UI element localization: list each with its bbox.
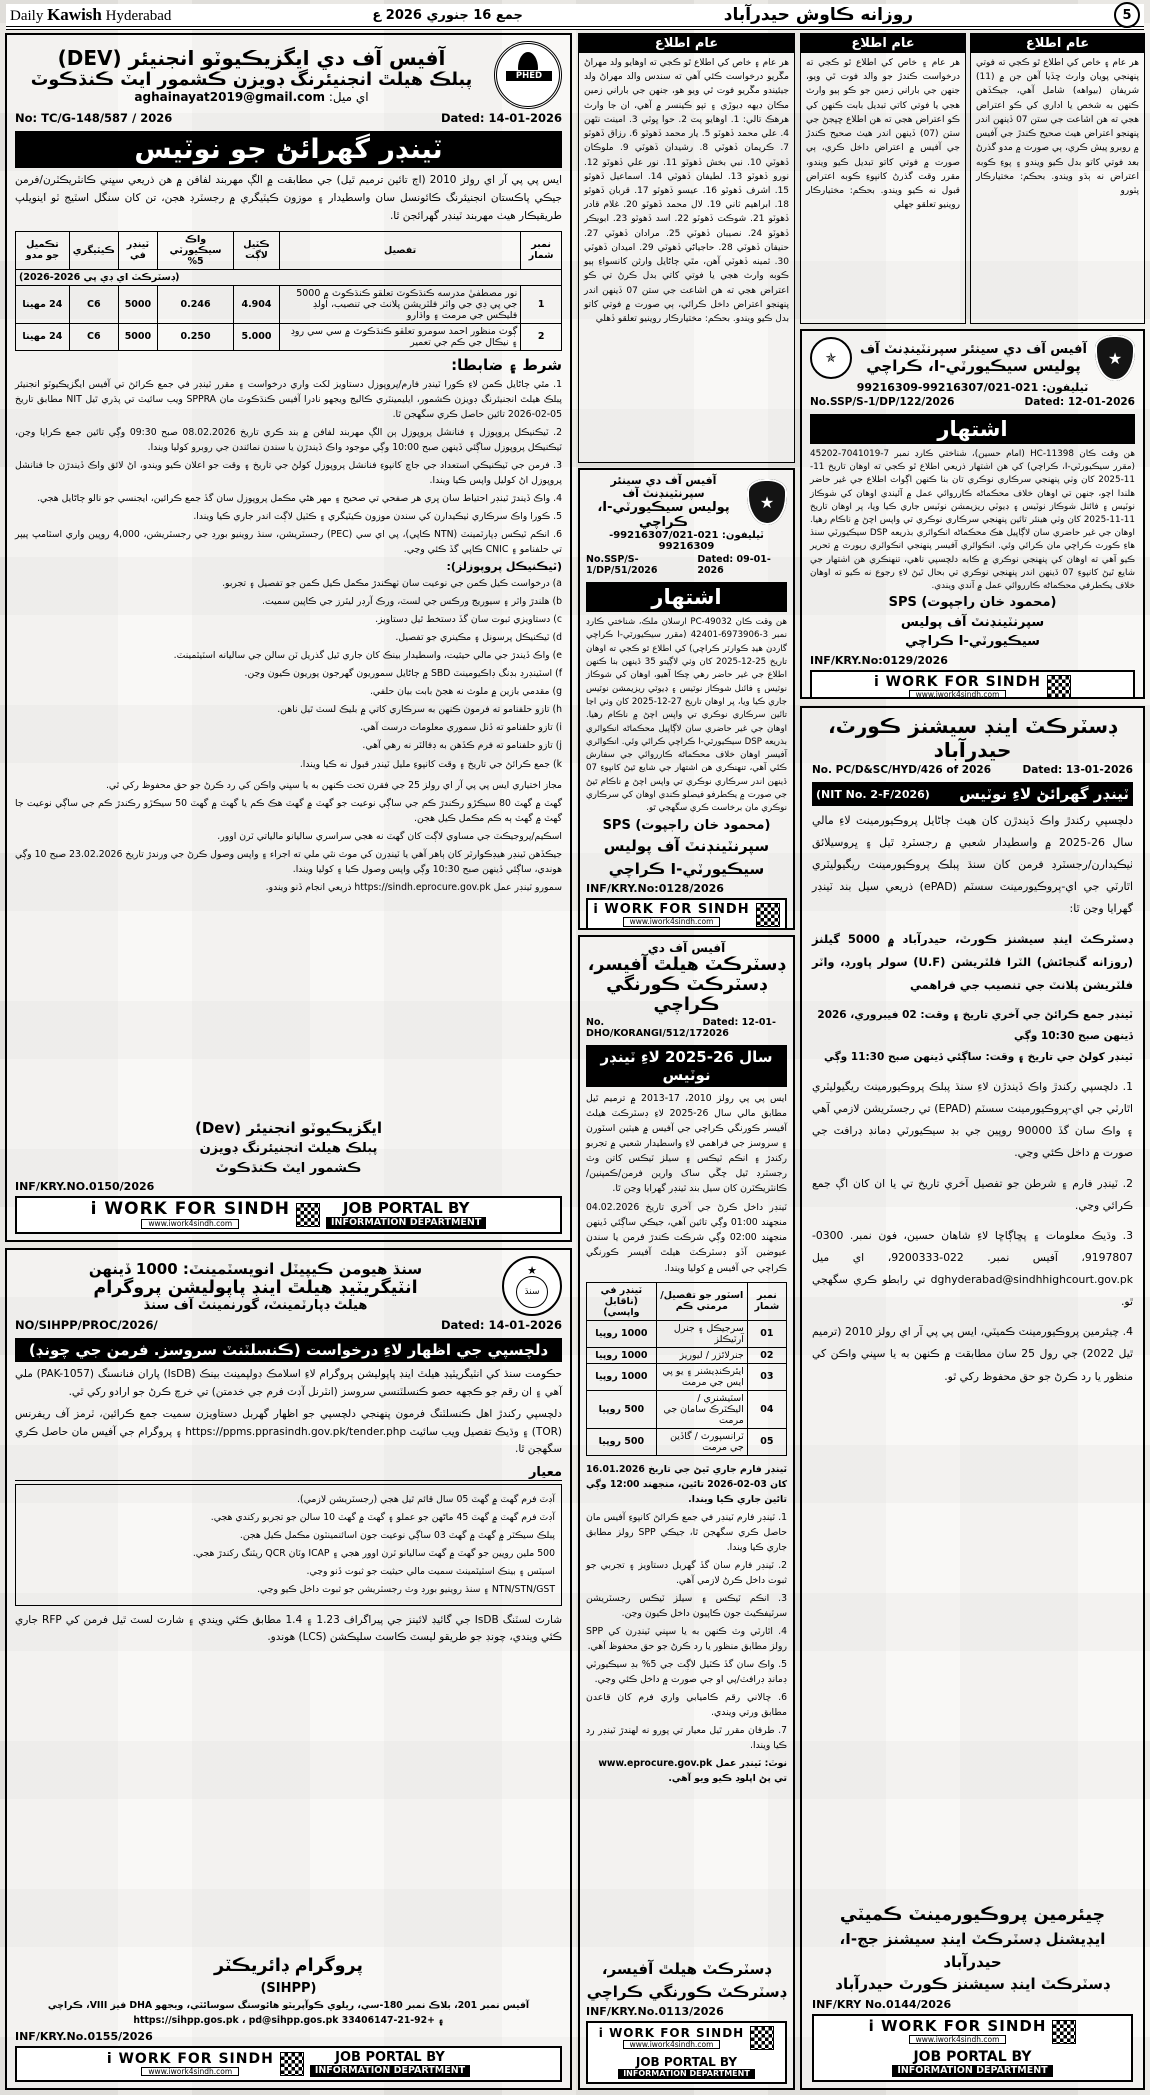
sihpp-dated: Dated: 14-01-2026 bbox=[441, 1318, 562, 1332]
brand-sindhi: روزانه ڪاوش حيدرآباد bbox=[723, 5, 914, 25]
list-item: b) هلندڙ واٽر ۽ سيوريج ورڪس جي لسٽ، ورڪ آرڊر ليٽرز جي ڪاپين سميت. bbox=[262, 596, 562, 608]
list-item: 6. انڪم ٽيڪس ڊپارٽمينٽ (NTN ڪاپي)، پي اي سي (PEC) رجسٽريشن، سنڌ روينيو بورڊ جي رجسٽريشن، 4,000 روپين واري اسٽامپ پيپر تي حلفنامو ۽ CNIC ڪاپي گڏ ڪئي وڃي. bbox=[15, 528, 563, 555]
phed-terms-list bbox=[15, 374, 562, 561]
sihpp-title-line1: سنڌ هيومن ڪيپيٽل انويسٽمينٽ: 1000 ڏينهن bbox=[88, 1259, 423, 1278]
police-dated: Dated: 09-01-2026 bbox=[697, 554, 771, 576]
information-department-label: INFORMATION DEPARTMENT bbox=[618, 2069, 755, 2079]
dho-table-header-cell: اسٽور جو تفصيل/مرمتي ڪم bbox=[656, 1282, 747, 1320]
phed-table-header-cell: تفصيل bbox=[279, 231, 520, 269]
work-for-sindh-url: www.iwork4sindh.com bbox=[623, 917, 721, 927]
email-value: aghainayat2019@gmail.com bbox=[134, 90, 326, 104]
list-item: 7. طرفان مقرر ٿيل معيار تي پورو نه لهندڙ ٽينڊر رد ڪيا ويندا. bbox=[586, 1725, 787, 1752]
job-portal-label: JOB PORTAL BY bbox=[913, 2049, 1032, 2066]
work-for-sindh-label: i WORK FOR SINDH bbox=[593, 902, 750, 918]
list-item: سمورو ٽينڊر عمل https://sindh.eprocure.gov.pk ذريعي انجام ڏنو ويندو. bbox=[265, 881, 562, 893]
police-signer-title: سپرنٽينڊنٽ آف پوليس bbox=[900, 614, 1045, 630]
phed-ref-no: No: TC/G-148/587 / 2026 bbox=[15, 111, 173, 125]
list-item: 4. واڪ ڏيندڙ ٽينڊر احتياط سان ڀري هر صفحي تي صحيح ۽ مهر هڻي مڪمل پروپوزل سان گڏ جمع ڪرائين، ايجنسي جو نالو ڄاڻايل هجي. bbox=[37, 492, 562, 504]
court-signer-judge: ايڊيشنل ڊسٽرڪٽ اينڊ سيشنز جج-I، حيدرآباد bbox=[839, 1930, 1106, 1971]
police-banner: اشتهار bbox=[810, 414, 1135, 444]
dho-table-header-cell: نمبر شمار bbox=[747, 1282, 786, 1320]
work-for-sindh-label: i WORK FOR SINDH bbox=[90, 1199, 290, 1220]
court-signer-title: چيئرمين پروڪيورمينٽ ڪميٽي bbox=[839, 1905, 1106, 1926]
court-signer-court: ڊسٽرڪٽ اينڊ سيشنز ڪورٽ حيدرآباد bbox=[835, 1975, 1110, 1994]
list-item: اسڪيم/پروجيڪٽ جي مساوي لاڳت کان گهٽ نه هجي سراسري ساليانو مالياتي ٽرن اوور. bbox=[217, 830, 562, 842]
court-title-line2: حيدرآباد bbox=[933, 738, 1012, 762]
phed-table-header-cell: تڪميل جو مدو bbox=[16, 231, 70, 269]
list-item: i) تازو حلفنامو ته ڏنل سموري معلومات درست آهي. bbox=[360, 722, 562, 734]
brand-city: Hyderabad bbox=[105, 8, 172, 24]
email-label: اي ميل: bbox=[328, 90, 369, 104]
list-item: NTN/STN/GST ۽ سنڌ روينيو بورڊ وٽ رجسٽريشن جو ثبوت داخل ڪيو وڃي. bbox=[257, 1584, 555, 1596]
classified-column-a bbox=[578, 33, 795, 463]
sihpp-signer-title: پروگرام ڊائريڪٽر bbox=[214, 1955, 363, 1976]
police-phone: ٽيليفون: 021-99216307/021-99216309 bbox=[609, 530, 764, 552]
list-item: 4. اٿارٽي وٽ ڪنهن به يا سڀني ٽينڊرن کي SPP رولز مطابق منظور يا رد ڪرڻ جو حق محفوظ آهي. bbox=[586, 1626, 787, 1653]
court-banner bbox=[812, 782, 1133, 806]
court-banner-title: ٽينڊر گهرائڻ لاءِ نوٽيس bbox=[959, 785, 1129, 803]
work-for-sindh-url: www.iwork4sindh.com bbox=[141, 1219, 239, 1229]
sihpp-paragraph-3: شارٽ لسٽنگ IsDB جي گائيڊ لائينز جي پيراگراف 1.23 ۽ 1.4 مطابق ڪئي ويندي ۽ شارٽ لسٽ ٿيل فرمن کي RFP جاري ڪئي ويندي، چونڊ جو طريقو ليسٽ ڪاسٽ سليڪشن (LCS) هوندو. bbox=[15, 1613, 563, 1644]
classified-header: عام اطلاع bbox=[579, 34, 794, 53]
job-portal-label: JOB PORTAL BY bbox=[342, 1199, 470, 1218]
list-item: 4. چيئرمين پروڪيورمينٽ ڪميٽي، ايس پي پي آر اي رولز 2010 (ترميم ٿيل 2022) جي رول 25 سان مطابقت ۾ ڪنهن به يا سڀني واڪن کي منظور يا رد ڪرڻ جو حق محفوظ رکي ٿو. bbox=[812, 1325, 1133, 1383]
police-title-line1: آفيس آف دي سينئر سپرنٽينڊنٽ آف bbox=[860, 341, 1087, 357]
classified-column-c bbox=[970, 33, 1145, 324]
qr-code-icon bbox=[1047, 675, 1071, 699]
phed-table-section-row bbox=[16, 269, 562, 285]
dho-table bbox=[586, 1282, 787, 1456]
phed-banner: ٽينڊر گهرائڻ جو نوٽيس bbox=[15, 131, 562, 168]
phed-table-header-cell: ڪيٽيگري bbox=[69, 231, 118, 269]
work-for-sindh-label: i WORK FOR SINDH bbox=[598, 2025, 745, 2040]
list-item: 3. فرمن جي ٽيڪنيڪي استعداد جي جاچ کانپوءِ فنانشل پروپوزل کولڻ جي تاريخ ۽ وقت جو اعلان ڪيو ويندو، اڻ لائق واڪ ڏيندڙن جا فنانشل پروپوزل اڻ کوليل واپس ڪيا ويندا. bbox=[15, 459, 562, 486]
phed-signature-title: ايگزيڪيوٽو انجنيئر (Dev) bbox=[195, 1118, 382, 1137]
police-signer-name: (محمود خان راجپوت) SPS bbox=[888, 595, 1057, 611]
dho-title-line2: ڊسٽرڪٽ هيلٿ آفيسر، bbox=[587, 955, 786, 975]
court-nit-no: (NIT No. 2-F/2026) bbox=[816, 787, 930, 801]
police-signer-unit: سيڪيورٽي-I ڪراچي bbox=[608, 859, 765, 878]
police-inf-no: INF/KRY.No:0128/2026 bbox=[586, 882, 724, 896]
sihpp-contact: https://sihpp.gos.pk ، pd@sihpp.gos.pk ۽ +92-21-33406147 bbox=[133, 2015, 444, 2027]
list-item: اسيٽس ۽ بينڪ اسٽيٽمينٽ سميت مالي حيثيت جو ثبوت ڏنو وڃي. bbox=[306, 1566, 555, 1578]
police-phone: ٽيليفون: 021-99216307/021-99216309 bbox=[856, 381, 1089, 394]
court-title-line1: ڊسٽرڪٽ اينڊ سيشنز ڪورٽ، bbox=[828, 714, 1117, 738]
list-item: آڊٽ فرم گهٽ ۾ گهٽ 05 سال قائم ٿيل هجي (رجسٽريشن لازمي). bbox=[297, 1494, 555, 1506]
job-portal-banner bbox=[810, 670, 1135, 699]
list-item: جيڪڏهن ٽينڊر هيڊڪوارٽر کان ٻاهر آهي يا ٽينڊرن کي موٽ نٿي ملي ته اجراء ۽ واپس وصول ڪرڻ جي ورندڙ تاريخ 23.02.2026 صبح 10 وڳي هوندي، ساڳئي ڏينهن صبح 10:30 وڳي واپس وصول ڪيا ۽ کوليا ويندا. bbox=[15, 848, 562, 875]
table-row: 03 ايئرڪنڊيشنر ۽ يو پي ايس جي مرمت 1000 روپيا bbox=[587, 1363, 787, 1390]
list-item: j) تازو حلفنامو ته فرم ڪڏهن به ڊفالٽر نه رهي آهي. bbox=[362, 740, 562, 752]
police-signer-title: سپرنٽينڊنٽ آف پوليس bbox=[603, 837, 770, 856]
information-department-label: INFORMATION DEPARTMENT bbox=[310, 2065, 470, 2077]
sihpp-ref-no: NO/SIHPP/PROC/2026/ bbox=[15, 1318, 158, 1332]
information-department-label: INFORMATION DEPARTMENT bbox=[326, 1217, 486, 1229]
sihpp-title-line2: انٽيگريٽيڊ هيلٿ اينڊ پاپوليشن پروگرام bbox=[93, 1277, 418, 1298]
proud-to-serve-stamp-icon: ✯ bbox=[810, 337, 852, 379]
list-item: c) دستاويزي ثبوت سان گڏ دستخط ٿيل دستاويز. bbox=[375, 614, 562, 626]
court-dated: Dated: 13-01-2026 bbox=[1022, 764, 1133, 776]
table-row: 2 ڳوٺ منظور احمد سومرو تعلقو ڪنڌڪوٽ ۾ سي سي روڊ ۽ نيڪال جي ڪم جي تعمير 5.000 0.250 5000 C6 24 مهينا bbox=[16, 323, 562, 350]
court-ref-no: No. PC/D&SC/HYD/426 of 2026 bbox=[812, 764, 992, 776]
police-badge-icon: ★ bbox=[747, 479, 787, 525]
phed-table-header-row bbox=[16, 231, 562, 269]
work-for-sindh-label: i WORK FOR SINDH bbox=[874, 673, 1041, 690]
police-title-line1: آفيس آف دي سينئر سپرنٽينڊنٽ آف bbox=[610, 474, 717, 500]
dho-title-line1: آفيس آف دي bbox=[647, 941, 726, 955]
list-item: 3. وڌيڪ معلومات ۽ پڇاڳاڇا لاءِ شاهان حسين، فون نمبر. 0300-9197807، آفيس نمبر. 022-9200333، اي ميل dghyderabad@sindhhighcourt.gov.pk تي رابطو ڪري سگهجي ٿو. bbox=[812, 1228, 1133, 1309]
police-body: هن وقت ڪان PC-49032 ارسلان ملڪ، شناختي ڪارڊ نمبر 3-6973906-42401 (مقرر سيڪيورٽي-I ڪراچي گاردن هيڊ ڪوارٽر ڪراچي) کي اطلاع ٿو ڪجي ته اوهان تاريخ 25-12-2025 کان وٺي لاڳيتو 35 ڏينهن بنا ڪنهن اطلاع جي غير حاضر رهي چڪا آهيو، اوهان کي شوڪاز نوٽيس ۽ فائنل شوڪاز نوٽيس ۽ ڊيوٽي ريزيمشن نوٽيس جاري ڪيا ويا، پر اوهان تاريخ 27-12-2025 کان وٺي اڃا تائين سرڪاري نوڪري تي واپس اچڻ ۾ ناڪام رهيا. اوهان جي غير حاضري سان لاڳاپيل محڪماڻه انڪوائري بذريعه DSP سيڪيورٽي-I ڪراچي ڪرائي وئي. انڪوائري آفيسر اوهان خلاف محڪماڻه ڪارروائي جي سفارش ڪئي آهي، تنهنڪري هن اشتهار جي شايع ٿيڻ کانپوءِ 07 ڏينهن اندر سرڪاري نوڪري تي واپس اچڻ ۾ ناڪام ٿيڻ جي صورت ۾ يڪطرفو فيصلو ڪندي اوهان کي سرڪاري نوڪري مان برخاست ڪري سگهجي ٿو. bbox=[586, 617, 787, 814]
job-portal-banner bbox=[586, 2021, 787, 2084]
classified-text: هر عام ۽ خاص کي اطلاع ٿو ڪجي ته اوهايو ولد مهراڻ مڱريو درخواست ڪئي آهي ته سندس والد مهراڻ ولد جيئيندو مڱريو فوت ٿي ويو هو، جنهن جي باراني زمين مڪان ڊيهه ڊيوڙي ۽ تپو ڪينسر ۾ آهي، ان جا وارث هرهڪ تالي: 1. اوهايو پٽ 2. حوا ڀوٽي 3. امينت نٿهن 4. علي محمد ڏهوٽو 5. يار محمد ڏهوٽو 6. رزاق ڏهوٽو 7. ڪريمان ڏهوٽي 8. رشيدان ڏهوٽي 9. ملوڪان ڏهوٽي 10. نبي بخش ڏهوٽو 11. نور علي ڏهوٽو 12. نورو ڏهوٽو 13. لطيفان ڏهوٽي 14. اسماعيل ڏهوٽو 15. اشرف ڏهوٽو 16. عيسو ڏهوٽو 17. قربان ڏهوٽو 18. ابراهيم ثاني 19. لال محمد ڏهوٽو 20. غلام قادر ڏهوٽو 21. شوڪت ڏهوٽو 22. اسد ڏهوٽو 23. ابوبڪر ڏهوٽو 24. نصيبان ڏهوٽي 25. مرادان ڏهوٽي 27. حنيفان ڏهوٽي 28. حاجياڻي ڏهوٽي 29. اميدان ڏهوٽي 30. ثمينه ڏهوٽي آهن، مٿي ڄاڻايل وارثن کانسواءِ ٻيو ڪوبه وارث هجي يا فوتي کاتي بدل ڪرڻ تي ڪو اعتراض هجي ته هن اشاعت جي ستن 07 ڏينهن اندر پنهنجو اعتراض داخل ڪرائي، ٻي صورت ۾ فوتي کاتو بدل ڪيو ويندو. بحڪم: مختيارڪار روينيو تعلقو ڏهلي bbox=[584, 58, 790, 324]
court-deadline-open: ٽينڊر کولڻ جي تاريخ ۽ وقت: ساڳئي ڏينهن صبح 11:30 وڳي bbox=[823, 1051, 1133, 1063]
table-row: 02 جنرلائزر / ليوريز 1000 روپيا bbox=[587, 1347, 787, 1363]
classified-text: هر عام ۽ خاص کي اطلاع ٿو ڪجي ته درخواست ڪندڙ جو والد فوت ٿي ويو، جنهن جي باراني زمين جو ڪو ٻيو وارث هجي يا فوتي کاتي تبديل بابت ڪنهن کي ڪو اعتراض هجي ته هن اطلاع ڇپجڻ جي ستن (07) ڏينهن اندر هيٺ صحيح ڪندڙ جي آفيس ۾ اعتراض داخل ڪري، ٻي صورت ۾ فوتي کاتو تبديل ڪيو ويندو، مقرر وقت گذرڻ کانپوءِ ڪوبه اعتراض قبول نه ڪيو ويندو. بحڪم: مختيارڪار روينيو تعلقو جهلي bbox=[806, 58, 961, 211]
phed-email-line bbox=[15, 90, 488, 104]
dho-banner: سال 26-2025 لاءِ ٽينڊر نوٽيس bbox=[586, 1045, 787, 1087]
table-row: 01 سرجيڪل ۽ جنرل آرٽيڪلز 1000 روپيا bbox=[587, 1320, 787, 1347]
list-item: 500 ملين روپين جو گهٽ ۾ گهٽ ساليانو ٽرن اوور هجي ۽ ICAP وٽان QCR ريٽنگ رکندڙ هجي. bbox=[192, 1548, 555, 1560]
phed-title: آفيس آف دي ايگزيڪيوٽو انجنيئر (DEV) bbox=[57, 46, 446, 70]
sihpp-program-ad bbox=[5, 1248, 572, 2090]
police-security-ad-2 bbox=[800, 329, 1145, 699]
table-row: 1 نور مصطفيٰ مدرسه ڪنڌڪوٽ تعلقو ڪنڌڪوٽ ۾ 5000 جي پي ڊي جي واٽر فلٽريشن پلانٽ جي تنصيب، اولڊ فليڪس جي مرمت ۽ واڌارو 4.904 0.246 5000 C6 24 مهينا bbox=[16, 285, 562, 323]
list-item: گهٽ ۾ گهٽ 80 سيڪڙو رڪندڙ ڪم جي ساڳي نوعيت جو گهٽ ۾ گهٽ هڪ ڪم يا گهٽ ۾ گهٽ 50 سيڪڙو رڪندڙ ڪم جي ساڳي نوعيت جا گهٽ ۾ گهٽ ٻه ڪم مڪمل ڪيل هجن. bbox=[15, 797, 562, 824]
court-deadline-submit: ٽينڊر جمع ڪرائڻ جي آخري تاريخ ۽ وقت: 02 فيبروري، 2026 ڏينهن صبح 10:30 وڳي bbox=[817, 1009, 1133, 1042]
police-dated: Dated: 12-01-2026 bbox=[1024, 396, 1135, 408]
list-item: k) جمع ڪرائڻ جي تاريخ ۽ وقت کانپوءِ مليل ٽينڊر قبول نه ڪيا ويندا. bbox=[299, 758, 562, 770]
work-for-sindh-url: www.iwork4sindh.com bbox=[909, 690, 1007, 699]
dho-table-body bbox=[587, 1320, 787, 1455]
list-item: 2. ٽينڊر فارم ۽ شرطن جو تفصيل آخري تاريخ تي يا ان کان اڳ جمع ڪرائي وڃي. bbox=[812, 1176, 1133, 1212]
list-item: 6. چالاني رقم ڪاميابي واري فرم کان قاعدن مطابق ورتي ويندي. bbox=[586, 1692, 787, 1719]
phed-signature-location: ڪشمور ايٽ ڪنڌڪوٽ bbox=[215, 1160, 362, 1176]
list-item: 1. مٿي ڄاڻايل ڪمن لاءِ ڪورا ٽينڊر فارم/پروپوزل دستاويز لکت واري درخواست ۽ مقرر ٽينڊر في جمع ڪرائڻ تي آفيس ايگزيڪيوٽو انجنيئر پبلڪ هيلٿ انجنيئرنگ ڊويزن ڪشمور، ايليمينٽري ڪاليج ويجهو نادرا آفيس ڪنڌڪوٽ مان SPPRA ويب سائيٽ تي پڌري ٿيل NIT مطابق تاريخ 05-02-2026 تائين حاصل ڪري سگهجن ٿا. bbox=[15, 378, 562, 420]
work-for-sindh-label: i WORK FOR SINDH bbox=[868, 2016, 1047, 2035]
sihpp-criteria-list bbox=[15, 1484, 562, 1605]
classified-text: هر عام ۽ خاص کي اطلاع ٿو ڪجي ته فوتي پنهنجي پويان وارث ڇڏيا آهن جن ۾ (11) شريفان (بيواهه) شامل آهي، جيڪڏهن ڪنهن به شخص يا اداري کي ڪو اعتراض هجي ته هن اشاعت جي ستن 07 ڏينهن اندر پنهنجو اعتراض هيٺ صحيح ڪندڙ جي آفيس ۾ روبرو پيش ڪري، ٻي صورت ۾ مدو گذرڻ بعد فوتي کاتو بدل ڪيو ويندو ۽ پوءِ ڪوبه اعتراض نه ٻڌو ويندو. بحڪم: مختيارڪار پٽورو bbox=[976, 58, 1139, 196]
phed-dated: Dated: 14-01-2026 bbox=[441, 111, 562, 125]
dho-table-header-row bbox=[587, 1282, 787, 1320]
classified-column-b bbox=[800, 33, 966, 324]
police-title-line2: پوليس سيڪيورٽي-I، ڪراچي bbox=[866, 356, 1081, 375]
dho-signer-unit: ڊسٽرڪٽ ڪورنگي ڪراچي bbox=[586, 1982, 787, 2001]
sihpp-address: آفيس نمبر 201، بلاڪ نمبر 180-سي، ريلوي ڪوآپريٽو هائوسنگ سوسائٽي، ويجهو DHA فيز VIII، ڪراچي bbox=[47, 2000, 530, 2012]
list-item: f) اسٽينڊرڊ بڊنگ ڊاڪيومينٽ SBD ۾ ڄاڻايل سموريون گهرجون پوريون ڪيون وڃن. bbox=[244, 668, 562, 680]
court-paragraph-1: دلچسپي رکندڙ واڪ ڏيندڙن کان هيٺ ڄاڻايل پروڪيورمينٽ لاءِ مالي سال 26-2025 ۾ واسطيدار شعبي ۾ رجسٽرڊ ٿيل ۽ ڀروسيلائق ٺيڪيدارن/رجسٽرڊ فرمن کان سنڌ پبلڪ پروڪيورمينٽ ريگيوليٽري اٿارٽي جي اي-پروڪيورمينٽ سسٽم (ePAD) ذريعي سيل بند ٽينڊر گهرايا وڃن ٿا: bbox=[812, 814, 1133, 915]
table-row: 05 ٽرانسپورٽ / گاڏين جي مرمت 500 روپيا bbox=[587, 1428, 787, 1455]
sihpp-paragraph-1: حڪومت سنڌ کي انٽيگريٽيڊ هيلٿ اينڊ پاپوليشن پروگرام لاءِ اسلامڪ ڊولپمينٽ بينڪ (IsDB) پاران فنانسنگ (PAK-1057) ملي آهي ۽ ان رقم جو ڪجهه حصو ڪنسلٽنسي سروسز (انٽرنل آڊٽ فرم جي خدمتن) تي خرچ ڪرڻ جو ارادو رکي ٿي. bbox=[15, 1368, 562, 1398]
list-item: 1. دلچسپي رکندڙ واڪ ڏيندڙن لاءِ سنڌ پبلڪ پروڪيورمينٽ ريگيوليٽري اٿارٽي جي اي-پروڪيورمينٽ سسٽم (EPAD) تي رجسٽريشن لازمي آهي ۽ واڪ سان گڏ 90000 روپين جي بڊ سيڪيورٽي ڊمانڊ ڊرافٽ جي صورت ۾ داخل ڪئي وڃي. bbox=[812, 1080, 1134, 1160]
list-item: 2. ٽيڪنيڪل پروپوزل ۽ فنانشل پروپوزل ٻن الڳ مهربند لفافن ۾ بند ڪري تاريخ 08.02.2026 صبح 09:30 وڳي تائين جمع ڪرايا وڃن، ٽيڪنيڪل پروپوزل ساڳئي ڏينهن صبح 10:00 وڳي موجود واڪ ڏيندڙن يا سندن نمائندن جي روبرو کوليا ويندا. bbox=[15, 426, 562, 453]
job-portal-label: JOB PORTAL BY bbox=[335, 2050, 445, 2066]
sihpp-criteria-heading: معيار bbox=[15, 1465, 562, 1481]
phed-inf-no: INF/KRY.NO.0150/2026 bbox=[15, 1180, 155, 1194]
dho-signer-title: ڊسٽرڪٽ هيلٿ آفيسر، bbox=[601, 1960, 772, 1979]
phed-closing-list bbox=[15, 775, 562, 898]
court-terms-list bbox=[812, 1068, 1133, 1396]
phed-logo-label: PHED bbox=[505, 70, 553, 82]
sihpp-inf-no: INF/KRY.No.0155/2026 bbox=[15, 2030, 153, 2044]
phed-table bbox=[15, 231, 562, 351]
dho-paragraph-3: ٽينڊر فارم جاري ٿيڻ جي تاريخ 16.01.2026 کان 03-02-2026 تائين، منجهند 12:00 وڳي تائين جاري ڪيا ويندا. bbox=[586, 1463, 787, 1505]
page-number: 5 bbox=[1114, 2, 1140, 28]
police-banner: اشتهار bbox=[586, 582, 787, 612]
dho-terms-list bbox=[586, 1507, 787, 1757]
sessions-court-tender-ad bbox=[800, 706, 1145, 2090]
police-signer-name: (محمود خان راجپوت) SPS bbox=[602, 817, 771, 833]
list-item: e) واڪ ڏيندڙ جي مالي حيثيت، واسطيدار بينڪ کان جاري ٿيل گذريل ٽن سالن جي ساليانه اسٽيٽمينٽ. bbox=[173, 650, 562, 662]
list-item: 5. ڪورا واڪ سرڪاري ٺيڪيدارن کي سندن موزون ڪيٽيگري ۽ ڪٽيل لاڳت اندر جاري ڪيا ويندا. bbox=[193, 510, 562, 522]
dho-inf-no: INF/KRY.No.0113/2026 bbox=[586, 2005, 724, 2019]
phed-subtitle: پبلڪ هيلٿ انجنيئرنگ ڊويزن ڪشمور ايٽ ڪنڌڪوٽ bbox=[30, 70, 473, 90]
work-for-sindh-url: www.iwork4sindh.com bbox=[623, 2040, 721, 2050]
issue-date: جمع 16 جنوري 2026 ع bbox=[372, 7, 523, 23]
list-item: a) درخواست ڪيل ڪمن جي نوعيت سان ٺهڪندڙ مڪمل ڪيل ڪمن جو تفصيل ۽ تجربو. bbox=[222, 578, 562, 590]
list-item: آڊٽ فرم گهٽ ۾ گهٽ 45 ماڻهن جو عملو ۽ گهٽ ۾ گهٽ 10 سالن جو تجربو رکندي هجي. bbox=[210, 1512, 555, 1524]
qr-code-icon bbox=[1052, 2020, 1076, 2044]
work-for-sindh-label: i WORK FOR SINDH bbox=[106, 2050, 274, 2067]
police-ref-no: No.SSP/S-1/DP/51/2026 bbox=[586, 554, 658, 576]
dho-korangi-tender-ad bbox=[578, 935, 795, 2090]
phed-table-section: (ڊسٽرڪٽ اي ڊي پي 2026-2026) bbox=[16, 269, 562, 285]
dho-paragraph-2: ٽينڊر داخل ڪرڻ جي آخري تاريخ 04.02.2026 منجهند 01:00 وڳي تائين آهي، جيڪي ساڳئي ڏينهن منجهند 02:00 وڳي شرڪت ڪندڙ فرمن يا سندن عيوضين آڏو ڊسٽرڪٽ هيلٿ آفيسر ڪورنگي ڪراچي جي آفيس ۾ کوليا ويندا. bbox=[586, 1202, 787, 1274]
dho-title-line3: ڊسٽرڪٽ ڪورنگي ڪراچي bbox=[606, 975, 767, 1015]
job-portal-banner bbox=[15, 2046, 562, 2082]
court-scope: ڊسٽرڪٽ اينڊ سيشنز ڪورٽ، حيدرآباد ۾ 5000 گيلنز (روزانه گنجائش) الٽرا فلٽريشن (U.F) سولر پاورڊ، واٽر فلٽريشن پلانٽ جي تنصيب جي فراهمي bbox=[812, 932, 1133, 992]
qr-code-icon bbox=[756, 903, 780, 927]
police-signer-unit: سيڪيورٽي-I ڪراچي bbox=[905, 634, 1040, 650]
dho-paragraph-1: ايس پي پي رولز 2010، 17-2013 ۾ ترميم ٿيل مطابق مالي سال 26-2025 لاءِ ڊسٽرڪٽ هيلٿ آفيسر ڪورنگي ڪراچي جي آفيس ۾ هيٺين اسٽورن ۽ سروسز جي فراهمي لاءِ واسطيدار شعبي ۾ تجربو رکندڙ ۽ انڪم ٽيڪس ۽ سيلز ٽيڪس کاتن وٽ رجسٽرڊ ٿيل چڱي ساک وارين فرمن/ڪمپنين/ڪانٽريڪٽرن کان سيل بند ٽينڊر گهرايا وڃن ٿا. bbox=[586, 1093, 787, 1195]
dho-ref-no: No. DHO/KORANGI/512/17 bbox=[586, 1017, 703, 1039]
list-item: d) ٽيڪنيڪل پرسونل ۽ مڪينري جو تفصيل. bbox=[395, 632, 562, 644]
work-for-sindh-url: www.iwork4sindh.com bbox=[141, 2067, 239, 2077]
phed-logo-icon bbox=[494, 41, 562, 109]
table-row: 04 اسٽيشنري / اليڪٽرڪ سامان جي مرمت 500 روپيا bbox=[587, 1390, 787, 1428]
list-item: مجاز اختياري ايس پي پي آر اي رولز 25 جي فقرن تحت ڪنهن به يا سڀني واڪن کي رد ڪرڻ جو حق محفوظ رکي ٿي. bbox=[105, 779, 562, 791]
list-item: پبلڪ سيڪٽر ۾ گهٽ ۾ گهٽ 03 ساڳي نوعيت جون اسائنمينٽون مڪمل ڪيل هجن. bbox=[239, 1530, 555, 1542]
qr-code-icon bbox=[280, 2052, 304, 2076]
dho-dated: Dated: 12-01-2026 bbox=[702, 1017, 776, 1039]
brand-kawish: Kawish bbox=[47, 5, 102, 24]
job-portal-banner bbox=[812, 2014, 1133, 2082]
phed-table-header-cell: ٽينڊر في bbox=[118, 231, 157, 269]
information-department-label: INFORMATION DEPARTMENT bbox=[892, 2065, 1052, 2077]
police-body: هن وقت ڪان HC-11398 (امام حسين)، شناختي ڪارڊ نمبر 7-7041019-45202 (مقرر سيڪيورٽي-I، ڪراچي) کي هن اشتهار ذريعي اطلاع ٿو ڪجي ته اوهان تاريخ 11-11-2025 کان وٺي پنهنجي سرڪاري نوڪري تان بنا ڪنهن اڳواٽ اطلاع جي غير حاضر هلندا اچو، جنهن تي اوهان خلاف محڪماڻه ڪارروائي عمل ۾ آئيندي اوهان کي شوڪاز نوٽيس ۽ فائنل شوڪاز نوٽيس ۽ ڊيوٽي ريزيمشن نوٽيس جاري ڪيا ويا، پر اوهان تاريخ 11-11-2025 کان وٺي هينئر تائين پنهنجي سرڪاري نوڪري تي واپس اچڻ ۾ ناڪام رهيا. اوهان جي غير حاضري سان لاڳاپيل هڪ محڪماڻه انڪوائري بذريعه DSP سيڪيورٽي سنڌ هاءِ ڪورٽ ڪراچي مان ڪرائي وئي. انڪوائري آفيسر پنهنجي انڪوائري رپورٽ ۾ تحرير ڪيو آهي ته اوهان کي پنهنجي نوڪري ۾ ڪابه دلچسپي ناهي، تنهنڪري هن اشتهار جي شايع ٿيڻ کانپوءِ 07 ڏينهن اندر پنهنجي نوڪري تي بحال ٿيڻ لاءِ رجوع نه ڪيو ته اوهان خلاف يڪطرفي محڪماڻه ڪارروائي عمل ۾ آندي ويندي. bbox=[810, 449, 1136, 591]
phed-tech-heading: (ٽيڪنيڪل پروپوزلز): bbox=[446, 560, 562, 574]
masthead bbox=[6, 4, 1144, 30]
phed-table-header-cell: ڪٽيل لاڳت bbox=[234, 231, 280, 269]
sihpp-title-line3: هيلٿ ڊپارٽمينٽ، گورنمينٽ آف سنڌ bbox=[143, 1297, 368, 1313]
work-for-sindh-url: www.iwork4sindh.com bbox=[909, 2035, 1007, 2045]
dho-note: نوٽ: ٽينڊر عمل www.eprocure.gov.pk تي پڻ اپلوڊ ڪيو ويو آهي. bbox=[598, 1758, 787, 1785]
brand-daily: Daily bbox=[10, 8, 44, 24]
qr-code-icon bbox=[296, 1203, 320, 1227]
police-title-line2: پوليس سيڪيورٽي-I، ڪراچي bbox=[597, 500, 730, 530]
qr-code-icon bbox=[750, 2026, 774, 2050]
phed-table-body bbox=[16, 285, 562, 350]
phed-table-header-cell: واڪ سيڪيورٽي 5% bbox=[158, 231, 234, 269]
sindh-government-crest-icon: ★ سنڌ bbox=[502, 1256, 562, 1316]
job-portal-banner bbox=[15, 1196, 562, 1234]
list-item: g) مقدمي بازين ۾ ملوث نه هجڻ بابت بيان حلفي. bbox=[369, 686, 562, 698]
crest-center: سنڌ bbox=[516, 1276, 548, 1308]
sihpp-signer-org: (SIHPP) bbox=[260, 1980, 317, 1996]
sihpp-banner: دلچسپي جي اظهار لاءِ درخواست (ڪنسلٽنٽ سروسز. فرمن جي چونڊ) bbox=[15, 1338, 562, 1362]
brand-english bbox=[10, 5, 171, 25]
phed-intro: ايس پي پي آر اي رولز 2010 (اڄ تائين ترميم ٿيل) جي مطابقت ۾ الڳ مهربند لفافن ۾ هن ذريعي سڀني ڪانٽريڪٽرن/فرمن جيڪي پاڪستان انجنيئرنگ ڪائونسل سان واسطيدار ۽ موزون ڪيٽيگري ۾ رجسٽرڊ هجن، تن کان سنگل اسٽيج ٽو اينويلپ طريقيڪار هيٺ مهربند ٽينڊر گهرائجن ٿا. bbox=[15, 174, 562, 222]
list-item: 3. انڪم ٽيڪس ۽ سيلز ٽيڪس رجسٽريشن سرٽيفڪيٽ جون ڪاپيون داخل ڪيون وڃن. bbox=[586, 1592, 787, 1619]
phed-terms-heading: شرط ۽ ضابطا: bbox=[451, 355, 562, 374]
police-ref-no: No.SSP/S-1/DP/122/2026 bbox=[810, 396, 955, 408]
police-security-ad-1 bbox=[578, 468, 795, 930]
police-inf-no: INF/KRY.No:0129/2026 bbox=[810, 653, 948, 667]
phed-tech-list bbox=[15, 573, 562, 775]
list-item: 1. ٽينڊر فارم ٽينڊر في جمع ڪرائڻ کانپوءِ آفيس مان حاصل ڪري سگهجن ٿا، جيڪي SPP رولز مطابق جاري ڪيا ويندا. bbox=[586, 1511, 787, 1553]
classified-header: عام اطلاع bbox=[971, 34, 1144, 53]
list-item: h) تازو حلفنامو ته فرمون ڪنهن به سرڪاري کاتي ۾ بليڪ لسٽ ٿيل ناهن. bbox=[277, 704, 562, 716]
job-portal-banner bbox=[586, 898, 787, 930]
list-item: 2. ٽينڊر فارم سان گڏ گهربل دستاويز ۽ تجربي جو ثبوت داخل ڪرڻ لازمي آهي. bbox=[586, 1559, 787, 1586]
court-inf-no: INF/KRY No.0144/2026 bbox=[812, 1997, 952, 2011]
list-item: 5. واڪ سان گڏ ڪٽيل لاڳت جي 5% بڊ سيڪيورٽي ڊمانڊ ڊرافٽ/پي او جي صورت ۾ داخل ڪئي وڃي. bbox=[586, 1659, 788, 1686]
police-badge-icon: ★ bbox=[1095, 335, 1135, 381]
classified-header: عام اطلاع bbox=[801, 34, 965, 53]
phed-tender-ad bbox=[5, 33, 572, 1242]
job-portal-label: JOB PORTAL BY bbox=[635, 2055, 738, 2070]
phed-signature-division: پبلڪ هيلٿ انجنيئرنگ ڊويزن bbox=[199, 1141, 378, 1157]
phed-table-header-cell: نمبر شمار bbox=[521, 231, 562, 269]
dho-table-header-cell: ٽينڊر في (ناقابل واپسي) bbox=[587, 1282, 657, 1320]
sihpp-paragraph-2: دلچسپي رکندڙ اهل ڪنسلٽنگ فرمون پنهنجي دلچسپي جو اظهار گهربل دستاويزن سميت جمع ڪرائين، ٽرمز آف ريفرنس (TOR) ۽ وڌيڪ تفصيل ويب سائيٽ https://ppms.pprasindh.gov.pk/tender.php ۽ پروگرام جي آفيس مان حاصل ڪري سگهجن ٿا. bbox=[15, 1407, 563, 1456]
